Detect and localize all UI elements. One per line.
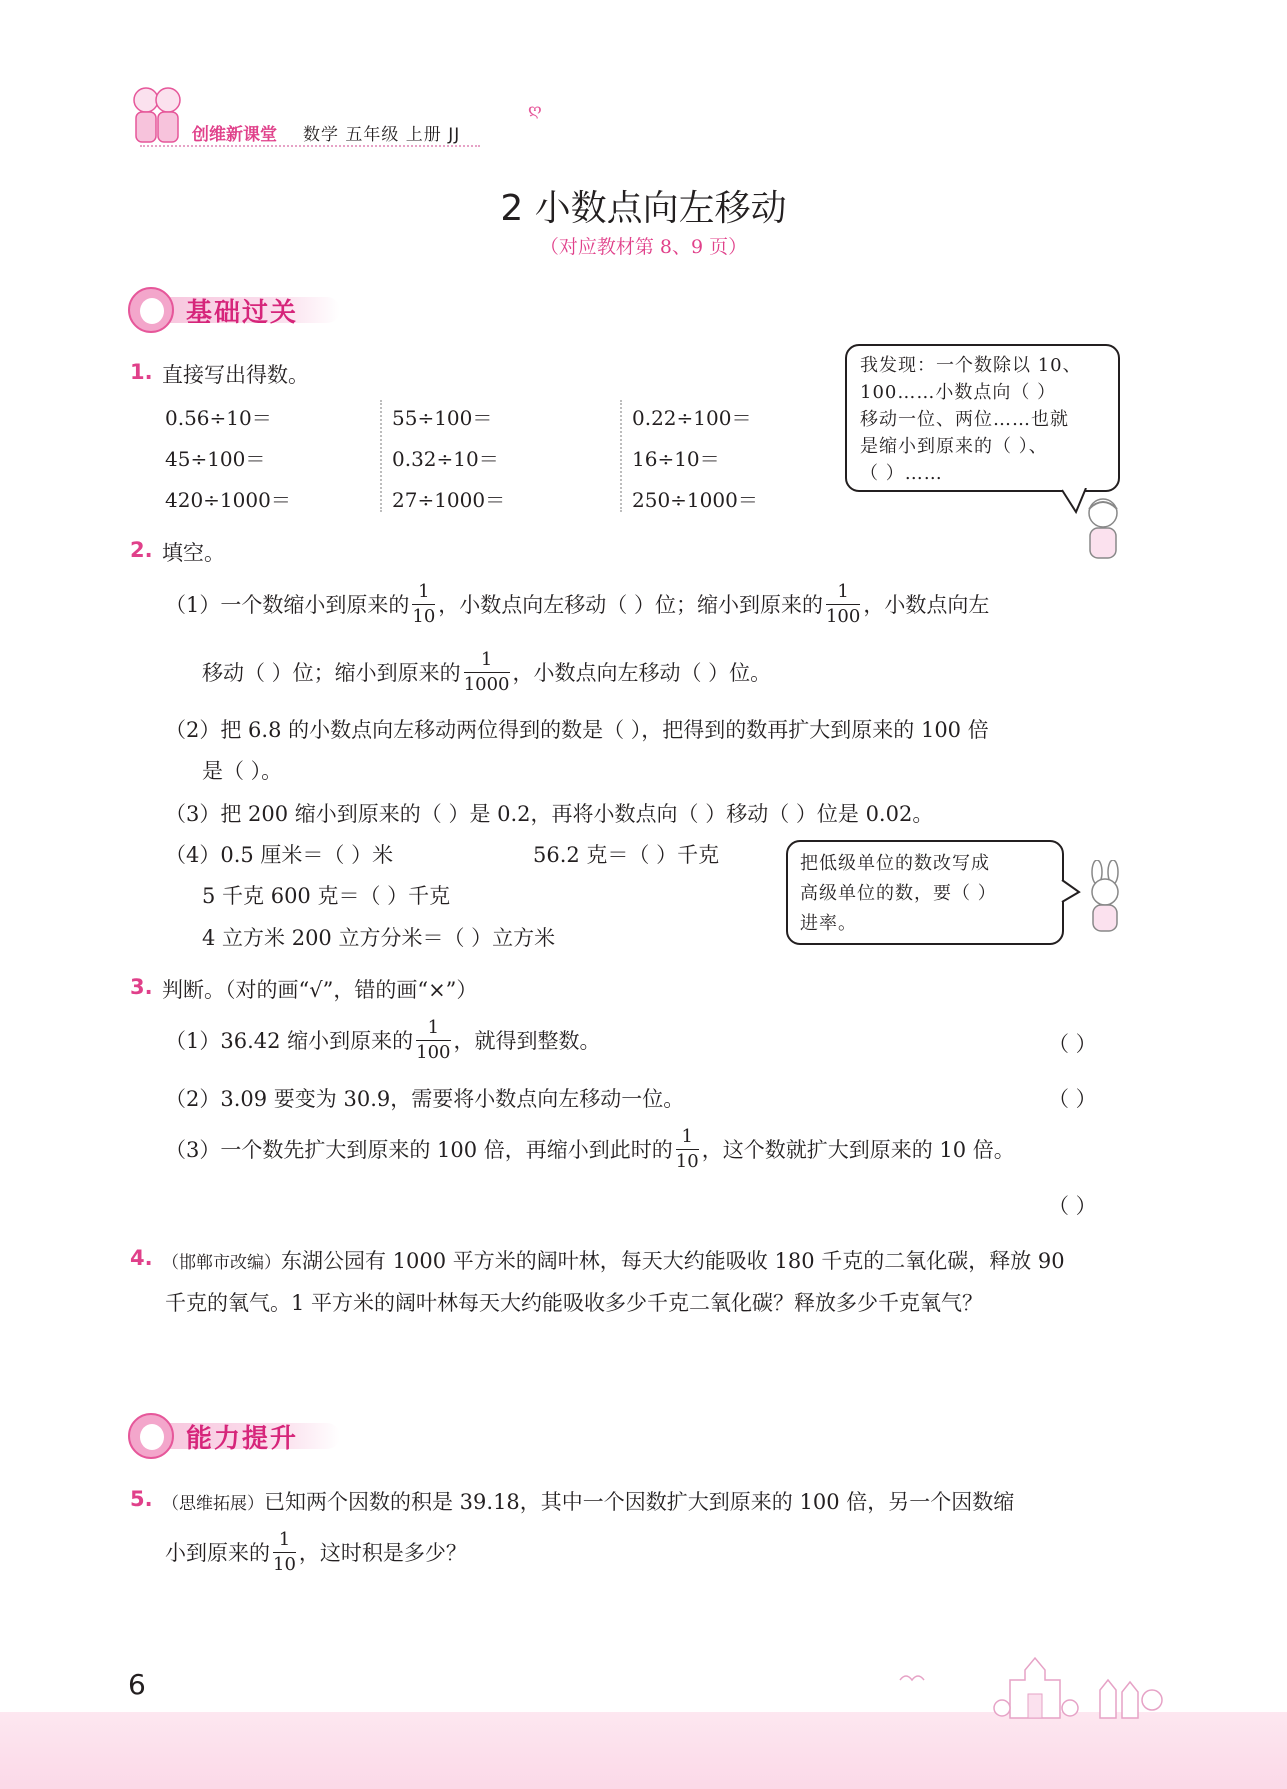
fraction-1-10: $\frac{1}{10}$: [273, 1528, 296, 1575]
q5-line2: [165, 1528, 467, 1576]
q3-s2-answer-paren[interactable]: （ ）: [1048, 1087, 1097, 1111]
fraction-1-1000: $\frac{1}{1000}$: [463, 648, 510, 695]
q2-p1-text: ，小数点向左移动（ ）位；缩小到原来的: [438, 593, 823, 617]
q5-text: 已知两个因数的积是 39.18，其中一个因数扩大到原来的 100 倍，另一个因数缩: [264, 1490, 1015, 1514]
q2-p1-line2: [202, 648, 771, 696]
q1-cell-2-1: 27÷1000＝: [392, 488, 506, 512]
q2-hint-line: 高级单位的数，要（ ）: [800, 883, 997, 904]
header-subject: 数学 五年级 上册 JJ: [303, 125, 461, 145]
q3-s3-answer-paren[interactable]: （ ）: [1048, 1194, 1097, 1218]
q2-p1-line1: [165, 580, 989, 628]
q2-p2-line2: 是（ ）。: [202, 759, 283, 783]
q2-p1-text: ，小数点向左: [863, 593, 990, 617]
q4-line1: [162, 1245, 1065, 1275]
q1-cell-0-1: 55÷100＝: [392, 406, 493, 430]
castle-illustration: [880, 1650, 1170, 1720]
header-brand: 创维新课堂: [192, 125, 277, 145]
q3-s1-answer-paren[interactable]: （ ）: [1048, 1032, 1097, 1056]
header-illustration: [128, 80, 188, 152]
q1-hint-bubble: [845, 344, 1120, 492]
q1-column-divider: [380, 400, 382, 512]
q3-s3-text: ，这个数就扩大到原来的 10 倍。: [701, 1138, 1015, 1162]
header-divider: [140, 145, 480, 147]
q2-text: 填空。: [162, 541, 225, 565]
q2-p4-d: 4 立方米 200 立方分米＝（ ）立方米: [202, 926, 556, 950]
q3-s3: [165, 1125, 1015, 1173]
q1-cell-1-2: 16÷10＝: [632, 447, 720, 471]
q5-text: 小到原来的: [165, 1541, 270, 1565]
q5-number: 5.: [130, 1487, 153, 1511]
q2-p2-line1: （2）把 6.8 的小数点向左移动两位得到的数是（ ），把得到的数再扩大到原来的 100 倍: [165, 718, 989, 742]
q1-number: 1.: [130, 360, 153, 384]
q3-s2: （2）3.09 要变为 30.9，需要将小数点向左移动一位。: [165, 1087, 685, 1111]
q2-number: 2.: [130, 538, 153, 562]
section-banner-advanced: [128, 1413, 346, 1459]
q3-s3-text: （3）一个数先扩大到原来的 100 倍，再缩小到此时的: [165, 1138, 673, 1162]
q1-column-divider: [620, 400, 622, 512]
q1-hint-line: 移动一位、两位……也就: [860, 409, 1069, 430]
q3-number: 3.: [130, 975, 153, 999]
butterfly-icon: ღ: [528, 100, 542, 119]
q4-number: 4.: [130, 1246, 153, 1270]
section-banner-basic: [128, 287, 346, 333]
q2-hint-line: 把低级单位的数改写成: [800, 853, 990, 874]
q1-cell-0-2: 0.22÷100＝: [632, 406, 752, 430]
q2-p4-b: 56.2 克＝（ ）千克: [533, 843, 720, 867]
q1-hint-line: 100……小数点向（ ）: [860, 382, 1057, 403]
girl-character-icon: [1080, 495, 1126, 565]
q3-s1-text: ，就得到整数。: [453, 1029, 601, 1053]
q4-line2: 千克的氧气。1 平方米的阔叶林每天大约能吸收多少千克二氧化碳？释放多少千克氧气？: [165, 1291, 984, 1315]
q2-p4-c: 5 千克 600 克＝（ ）千克: [202, 884, 451, 908]
q1-hint-line: 是缩小到原来的（ ）、: [860, 436, 1048, 457]
q1-cell-2-2: 250÷1000＝: [632, 488, 758, 512]
q5-line1: [162, 1486, 1014, 1516]
q1-text: 直接写出得数。: [162, 363, 309, 387]
q2-hint-line: 进率。: [800, 913, 857, 934]
q1-hint-line: 我发现：一个数除以 10、: [860, 355, 1082, 376]
q4-source: （邯郸市改编）: [162, 1253, 281, 1273]
q2-p3: （3）把 200 缩小到原来的（ ）是 0.2，再将小数点向（ ）移动（ ）位是 0.02。: [165, 802, 934, 826]
section-title-basic: 基础过关: [186, 298, 299, 328]
q1-cell-1-0: 45÷100＝: [165, 447, 266, 471]
page-subtitle: （对应教材第 8、9 页）: [539, 236, 748, 258]
q1-cell-2-0: 420÷1000＝: [165, 488, 291, 512]
fraction-1-100: $\frac{1}{100}$: [416, 1016, 451, 1063]
q2-p1-text: ，小数点向左移动（ ）位。: [512, 661, 772, 685]
girl-icon: [128, 287, 174, 333]
q1-hint-line: （ ）……: [860, 463, 943, 484]
fraction-1-10: $\frac{1}{10}$: [675, 1125, 699, 1172]
fraction-1-10: $\frac{1}{10}$: [412, 580, 436, 627]
q2-p4-a: （4）0.5 厘米＝（ ）米: [165, 843, 394, 867]
q4-text: 东湖公园有 1000 平方米的阔叶林，每天大约能吸收 180 千克的二氧化碳，释放 90: [281, 1249, 1065, 1273]
page-number: 6: [128, 1668, 146, 1701]
q1-cell-0-0: 0.56÷10＝: [165, 406, 272, 430]
boy-icon: [128, 1413, 174, 1459]
q3-s1-text: （1）36.42 缩小到原来的: [165, 1029, 414, 1053]
q2-hint-bubble: [786, 840, 1064, 945]
footer-band: [0, 1712, 1287, 1789]
bunny-character-icon: [1080, 860, 1130, 935]
section-title-advanced: 能力提升: [186, 1424, 299, 1454]
q1-cell-1-1: 0.32÷10＝: [392, 447, 499, 471]
q2-p1-text: （1）一个数缩小到原来的: [165, 593, 410, 617]
q5-text: ，这时积是多少？: [298, 1541, 467, 1565]
fraction-1-100: $\frac{1}{100}$: [825, 580, 861, 627]
page-title: 2 小数点向左移动: [500, 188, 787, 229]
q3-text: 判断。（对的画“√”，错的画“×”）: [162, 978, 478, 1002]
q5-source: （思维拓展）: [162, 1494, 264, 1514]
q3-s1: [165, 1016, 601, 1064]
q2-p1-text: 移动（ ）位；缩小到原来的: [202, 661, 461, 685]
